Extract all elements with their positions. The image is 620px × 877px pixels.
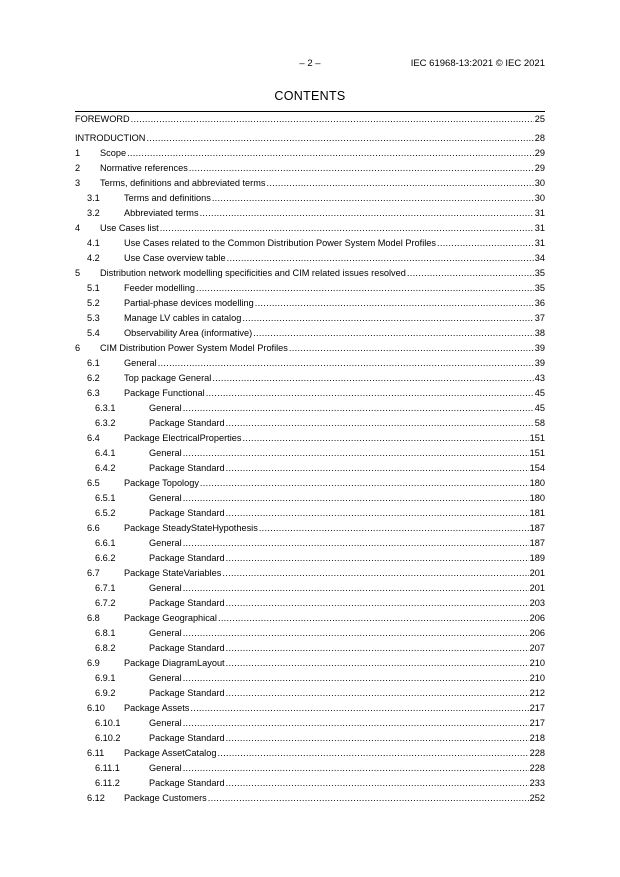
toc-entry-page: 210 — [529, 673, 545, 683]
toc-entry[interactable] — [75, 641, 545, 656]
toc-dot-leader — [183, 761, 529, 776]
toc-dot-leader — [183, 671, 529, 686]
toc-entry-number: 5 — [75, 268, 81, 278]
toc-entry-number: 6.1 — [87, 358, 100, 368]
toc-entry[interactable] — [75, 176, 545, 191]
toc-entry[interactable] — [75, 551, 545, 566]
toc-entry-title: General — [149, 583, 182, 593]
toc-entry-page: 30 — [534, 193, 545, 203]
toc-entry-title: Package Standard — [149, 643, 225, 653]
toc-dot-leader — [200, 206, 534, 221]
toc-entry-number: 5.3 — [87, 313, 100, 323]
toc-entry-page: 45 — [534, 403, 545, 413]
toc-entry[interactable] — [75, 566, 545, 581]
toc-entry-title: Manage LV cables in catalog — [124, 313, 242, 323]
toc-dot-leader — [183, 446, 529, 461]
toc-entry[interactable] — [75, 671, 545, 686]
toc-entry-number: 5.2 — [87, 298, 100, 308]
toc-entry-number: 4.2 — [87, 253, 100, 263]
toc-dot-leader — [437, 236, 534, 251]
toc-dot-leader — [206, 386, 534, 401]
toc-entry-page: 37 — [534, 313, 545, 323]
toc-entry-number: 6.7.2 — [95, 598, 116, 608]
toc-entry-number: 5.4 — [87, 328, 100, 338]
toc-dot-leader — [127, 146, 534, 161]
toc-entry[interactable] — [75, 416, 545, 431]
toc-entry-page: 29 — [534, 148, 545, 158]
toc-dot-leader — [226, 641, 529, 656]
toc-entry-title: Feeder modelling — [124, 283, 195, 293]
toc-entry-page: 187 — [529, 523, 545, 533]
toc-dot-leader — [242, 311, 533, 326]
toc-dot-leader — [190, 701, 528, 716]
toc-entry-title: Use Cases list — [100, 223, 159, 233]
toc-entry-page: 218 — [529, 733, 545, 743]
toc-entry-title: Scope — [100, 148, 127, 158]
toc-dot-leader — [226, 461, 529, 476]
toc-entry-number: 6.11.2 — [95, 778, 120, 788]
toc-entry-number: 2 — [75, 163, 81, 173]
toc-entry[interactable] — [75, 341, 545, 356]
toc-entry-number: 6.8 — [87, 613, 100, 623]
toc-entry-title: Package Standard — [149, 418, 225, 428]
toc-dot-leader — [183, 401, 534, 416]
toc-entry-number: 6.9 — [87, 658, 100, 668]
toc-entry-title: Package StateVariables — [124, 568, 222, 578]
toc-entry-number: 5.1 — [87, 283, 100, 293]
running-header — [0, 58, 620, 72]
toc-entry-number: 6.10.2 — [95, 733, 121, 743]
toc-entry-page: 210 — [529, 658, 545, 668]
toc-entry-page: 228 — [529, 763, 545, 773]
toc-entry[interactable] — [75, 776, 545, 791]
toc-entry-number: 3 — [75, 178, 81, 188]
toc-entry-title: General — [149, 763, 182, 773]
toc-entry-title: Package Standard — [149, 598, 225, 608]
toc-entry-page: 201 — [529, 583, 545, 593]
toc-dot-leader — [183, 626, 529, 641]
toc-entry-page: 252 — [529, 793, 545, 803]
toc-entry[interactable] — [75, 371, 545, 386]
toc-entry-page: 39 — [534, 343, 545, 353]
toc-entry-title: Package Topology — [124, 478, 199, 488]
toc-entry-title: General — [149, 718, 182, 728]
toc-entry-title: Package Standard — [149, 778, 225, 788]
toc-entry-title: Package SteadyStateHypothesis — [124, 523, 258, 533]
toc-entry-number: 6.11 — [87, 748, 105, 758]
toc-dot-leader — [226, 656, 529, 671]
toc-entry-page: 35 — [534, 268, 545, 278]
toc-entry-page: 189 — [529, 553, 545, 563]
toc-dot-leader — [407, 266, 534, 281]
toc-entry-number: 1 — [75, 148, 81, 158]
toc-dot-leader — [226, 416, 534, 431]
toc-entry[interactable] — [75, 206, 545, 221]
toc-entry[interactable] — [75, 251, 545, 266]
toc-entry-title: Observability Area (informative) — [124, 328, 253, 338]
toc-entry-number: 6.3.1 — [95, 403, 116, 413]
toc-entry-number: 6.4 — [87, 433, 100, 443]
toc-dot-leader — [183, 491, 529, 506]
toc-entry-page: 181 — [529, 508, 545, 518]
toc-entry-title: Use Case overview table — [124, 253, 226, 263]
toc-dot-leader — [226, 551, 529, 566]
toc-entry-number: 6.9.1 — [95, 673, 116, 683]
toc-entry-number: 6.5.1 — [95, 493, 116, 503]
toc-dot-leader — [208, 791, 529, 806]
toc-dot-leader — [227, 251, 534, 266]
toc-entry[interactable] — [75, 191, 545, 206]
toc-entry-number: 3.1 — [87, 193, 100, 203]
toc-entry[interactable] — [75, 761, 545, 776]
toc-dot-leader — [242, 431, 528, 446]
toc-entry-number: 6.7 — [87, 568, 100, 578]
toc-entry-title: Package Standard — [149, 463, 225, 473]
toc-dot-leader — [217, 746, 528, 761]
toc-entry-number: 6.8.2 — [95, 643, 116, 653]
toc-dot-leader — [158, 356, 534, 371]
toc-entry-number: 6.5.2 — [95, 508, 116, 518]
toc-entry-page: 39 — [534, 358, 545, 368]
toc-entry-number: 6.4.2 — [95, 463, 116, 473]
toc-entry-page: 31 — [534, 208, 545, 218]
toc-entry-title: Package Geographical — [124, 613, 217, 623]
toc-entry-page: 217 — [529, 703, 545, 713]
toc-entry-title: Package Standard — [149, 688, 225, 698]
toc-dot-leader — [253, 326, 534, 341]
toc-entry-title: General — [149, 448, 182, 458]
toc-dot-leader — [218, 611, 529, 626]
toc-entry-page: 58 — [534, 418, 545, 428]
toc-entry[interactable] — [75, 296, 545, 311]
toc-entry-page: 206 — [529, 628, 545, 638]
toc-entry-page: 36 — [534, 298, 545, 308]
contents-title: CONTENTS — [274, 89, 346, 103]
toc-dot-leader — [226, 596, 529, 611]
toc-entry-title: Abbreviated terms — [124, 208, 199, 218]
toc-entry[interactable] — [75, 401, 545, 416]
toc-entry-page: 31 — [534, 238, 545, 248]
toc-dot-leader — [131, 112, 534, 127]
toc-dot-leader — [212, 191, 534, 206]
toc-entry-page: 212 — [529, 688, 545, 698]
toc-entry-page: 28 — [534, 133, 545, 143]
toc-dot-leader — [226, 731, 529, 746]
toc-dot-leader — [255, 296, 534, 311]
toc-entry-page: 151 — [529, 448, 545, 458]
toc-entry[interactable] — [75, 476, 545, 491]
toc-entry-page: 35 — [534, 283, 545, 293]
toc-entry-number: 6.6.2 — [95, 553, 116, 563]
toc-entry[interactable] — [75, 431, 545, 446]
toc-entry[interactable] — [75, 626, 545, 641]
toc-entry-number: 6.4.1 — [95, 448, 116, 458]
toc-entry-page: 31 — [534, 223, 545, 233]
toc-entry-title: Terms and definitions — [124, 193, 211, 203]
toc-dot-leader — [226, 776, 529, 791]
toc-entry[interactable] — [75, 596, 545, 611]
toc-entry-title: Package Standard — [149, 553, 225, 563]
toc-entry-page: 217 — [529, 718, 545, 728]
toc-dot-leader — [200, 476, 529, 491]
toc-entry-number: 6.6 — [87, 523, 100, 533]
toc-entry[interactable] — [75, 536, 545, 551]
toc-dot-leader — [183, 716, 529, 731]
page-number: – 2 – — [299, 58, 321, 69]
toc-entry-number: 4.1 — [87, 238, 100, 248]
toc-entry[interactable] — [75, 111, 545, 127]
toc-entry[interactable] — [75, 236, 545, 251]
toc-dot-leader — [226, 506, 529, 521]
toc-entry[interactable] — [75, 386, 545, 401]
toc-entry-number: 6.10.1 — [95, 718, 121, 728]
toc-entry-page: 203 — [529, 598, 545, 608]
toc-entry-title: Use Cases related to the Common Distribution Power System Model Profiles — [124, 238, 436, 248]
toc-entry-title: Package Functional — [124, 388, 205, 398]
toc-entry[interactable] — [75, 446, 545, 461]
toc-entry[interactable] — [75, 326, 545, 341]
toc-entry-title: INTRODUCTION — [75, 133, 146, 143]
toc-entry[interactable] — [75, 311, 545, 326]
toc-entry-number: 6.10 — [87, 703, 105, 713]
toc-entry-page: 233 — [529, 778, 545, 788]
toc-entry-page: 228 — [529, 748, 545, 758]
toc-entry-title: General — [149, 538, 182, 548]
toc-dot-leader — [259, 521, 529, 536]
toc-entry-page: 154 — [529, 463, 545, 473]
toc-dot-leader — [289, 341, 534, 356]
toc-entry[interactable] — [75, 731, 545, 746]
toc-entry-page: 38 — [534, 328, 545, 338]
toc-entry-title: CIM Distribution Power System Model Profiles — [100, 343, 288, 353]
toc-entry-number: 3.2 — [87, 208, 100, 218]
toc-entry-page: 151 — [529, 433, 545, 443]
toc-entry[interactable] — [75, 491, 545, 506]
toc-dot-leader — [183, 581, 529, 596]
toc-entry-title: General — [149, 628, 182, 638]
toc-entry[interactable] — [75, 161, 545, 176]
toc-dot-leader — [196, 281, 534, 296]
toc-entry-page: 180 — [529, 478, 545, 488]
toc-dot-leader — [189, 161, 534, 176]
toc-entry-page: 206 — [529, 613, 545, 623]
toc-entry[interactable] — [75, 716, 545, 731]
toc-dot-leader — [226, 686, 529, 701]
toc-dot-leader — [266, 176, 533, 191]
toc-entry-title: Terms, definitions and abbreviated terms — [100, 178, 266, 188]
toc-entry-page: 34 — [534, 253, 545, 263]
toc-entry-title: General — [149, 673, 182, 683]
toc-entry[interactable] — [75, 281, 545, 296]
toc-entry[interactable] — [75, 611, 545, 626]
toc-entry-title: Package ElectricalProperties — [124, 433, 242, 443]
toc-entry-page: 25 — [534, 114, 545, 124]
toc-entry[interactable] — [75, 791, 545, 806]
toc-entry-number: 6.12 — [87, 793, 105, 803]
toc-entry[interactable] — [75, 131, 545, 146]
toc-entry-title: Package Standard — [149, 508, 225, 518]
toc-entry[interactable] — [75, 221, 545, 236]
toc-entry-title: Package AssetCatalog — [124, 748, 217, 758]
toc-dot-leader — [222, 566, 528, 581]
toc-entry-page: 29 — [534, 163, 545, 173]
toc-dot-leader — [212, 371, 533, 386]
toc-entry-title: Package DiagramLayout — [124, 658, 225, 668]
toc-entry[interactable] — [75, 746, 545, 761]
toc-entry[interactable] — [75, 356, 545, 371]
toc-entry[interactable] — [75, 461, 545, 476]
toc-entry[interactable] — [75, 146, 545, 161]
toc-entry[interactable] — [75, 521, 545, 536]
toc-entry-page: 43 — [534, 373, 545, 383]
toc-entry-number: 6.6.1 — [95, 538, 116, 548]
toc-entry-title: Distribution network modelling specificities and CIM related issues resolved — [100, 268, 406, 278]
toc-entry[interactable] — [75, 266, 545, 281]
toc-entry-number: 6.8.1 — [95, 628, 116, 638]
toc-entry-title: Package Assets — [124, 703, 190, 713]
toc-entry-number: 6.3.2 — [95, 418, 116, 428]
toc-entry-title: Normative references — [100, 163, 188, 173]
table-of-contents — [75, 111, 545, 806]
toc-entry-title: FOREWORD — [75, 114, 130, 124]
toc-entry-page: 30 — [534, 178, 545, 188]
toc-entry-title: General — [149, 403, 182, 413]
toc-entry-number: 6.3 — [87, 388, 100, 398]
standard-reference: IEC 61968-13:2021 © IEC 2021 — [410, 58, 545, 69]
toc-entry-number: 6.2 — [87, 373, 100, 383]
toc-entry[interactable] — [75, 506, 545, 521]
toc-entry-number: 4 — [75, 223, 81, 233]
toc-dot-leader — [146, 131, 533, 146]
toc-entry-title: General — [149, 493, 182, 503]
toc-entry-number: 6.5 — [87, 478, 100, 488]
toc-entry[interactable] — [75, 656, 545, 671]
toc-entry-page: 187 — [529, 538, 545, 548]
toc-entry-number: 6.7.1 — [95, 583, 116, 593]
toc-dot-leader — [183, 536, 529, 551]
toc-entry-title: Package Standard — [149, 733, 225, 743]
toc-entry-number: 6.11.1 — [95, 763, 120, 773]
toc-entry[interactable] — [75, 701, 545, 716]
toc-entry[interactable] — [75, 686, 545, 701]
toc-entry-number: 6 — [75, 343, 81, 353]
toc-dot-leader — [160, 221, 534, 236]
toc-entry[interactable] — [75, 581, 545, 596]
toc-entry-title: Package Customers — [124, 793, 207, 803]
toc-entry-title: General — [124, 358, 157, 368]
toc-entry-page: 180 — [529, 493, 545, 503]
toc-entry-page: 207 — [529, 643, 545, 653]
toc-entry-page: 201 — [529, 568, 545, 578]
toc-entry-title: Partial-phase devices modelling — [124, 298, 254, 308]
toc-entry-page: 45 — [534, 388, 545, 398]
toc-entry-number: 6.9.2 — [95, 688, 116, 698]
toc-entry-title: Top package General — [124, 373, 212, 383]
